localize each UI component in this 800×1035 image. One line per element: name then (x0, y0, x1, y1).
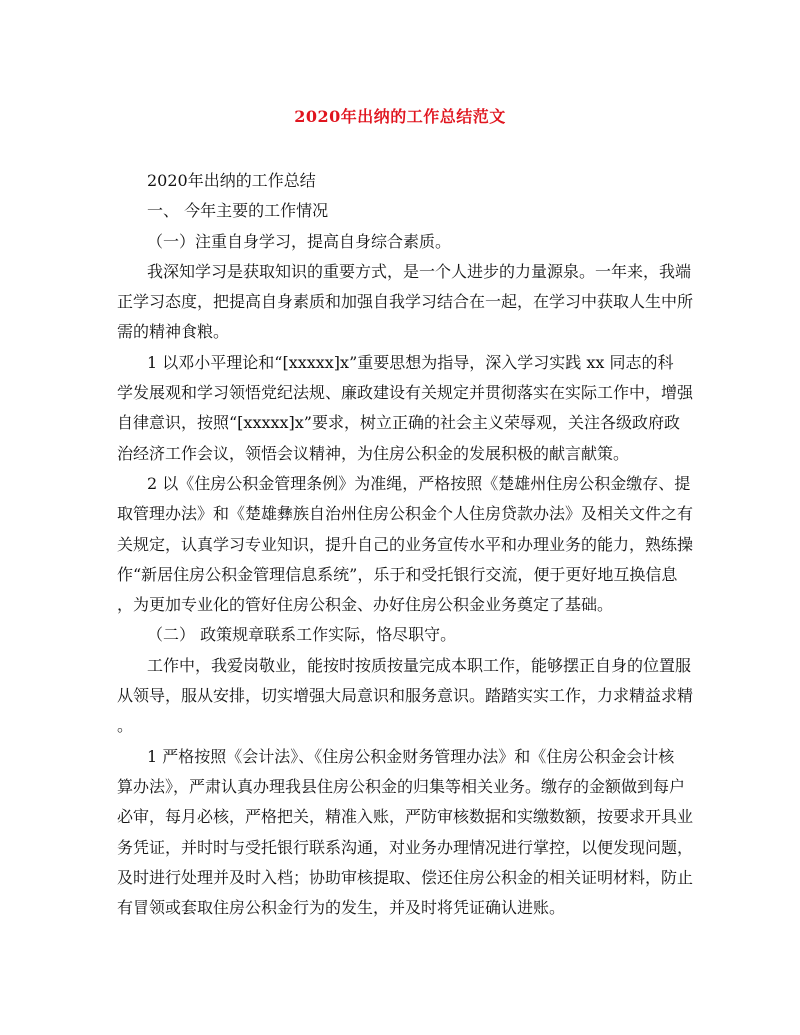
section-heading: 一、 今年主要的工作情况 (147, 201, 329, 221)
paragraph-line: 需的精神食粮。 (117, 322, 230, 342)
paragraph-line: 2 以《住房公积金管理条例》为准绳，严格按照《楚雄州住房公积金缴存、提 (147, 473, 691, 493)
paragraph-line: 自律意识，按照“[xxxxx]x”要求，树立正确的社会主义荣辱观，关注各级政府政 (117, 413, 680, 433)
paragraph-line: 学发展观和学习领悟党纪法规、廉政建设有关规定并贯彻落实在实际工作中，增强 (117, 383, 694, 403)
paragraph-line: 作“新居住房公积金管理信息系统”，乐于和受托银行交流，便于更好地互换信息 (117, 564, 678, 584)
paragraph-line: 1 以邓小平理论和“[xxxxx]x”重要思想为指导，深入学习实践 xx 同志的科 (147, 352, 674, 372)
paragraph-line: 正学习态度，把提高自身素质和加强自我学习结合在一起，在学习中获取人生中所 (117, 292, 694, 312)
paragraph-line: 治经济工作会议，领悟会议精神，为住房公积金的发展积极的献言献策。 (117, 443, 630, 463)
paragraph-line: 务凭证，并时时与受托银行联系沟通，对业务办理情况进行掌控，以便发现问题， (117, 837, 694, 857)
subsection-heading: （二） 政策规章联系工作实际，恪尽职守。 (147, 625, 457, 645)
paragraph-line: ，为更加专业化的管好住房公积金、办好住房公积金业务奠定了基础。 (117, 595, 614, 615)
paragraph-line: 工作中，我爱岗敬业，能按时按质按量完成本职工作，能够摆正自身的位置服 (147, 655, 692, 675)
paragraph-line: 。 (117, 716, 134, 736)
paragraph-line: 从领导，服从安排，切实增强大局意识和服务意识。踏踏实实工作，力求精益求精 (117, 686, 694, 706)
paragraph-line: 1 严格按照《会计法》、《住房公积金财务管理办法》和《住房公积金会计核 (147, 746, 675, 766)
document-title: 2020年出纳的工作总结范文 (294, 107, 506, 126)
document-body (117, 166, 694, 923)
paragraph-line: 算办法》，严肃认真办理我县住房公积金的归集等相关业务。缴存的金额做到每户 (117, 776, 686, 796)
paragraph-line: 必审，每月必核，严格把关，精准入账，严防审核数据和实缴数额，按要求开具业 (117, 807, 694, 827)
paragraph-line: 取管理办法》和《楚雄彝族自治州住房公积金个人住房贷款办法》及相关文件之有 (117, 504, 694, 524)
paragraph-line: 及时进行处理并及时入档；协助审核提取、偿还住房公积金的相关证明材料，防止 (117, 867, 694, 887)
subsection-heading: （一）注重自身学习，提高自身综合素质。 (147, 231, 452, 251)
paragraph-line: 有冒领或套取住房公积金行为的发生，并及时将凭证确认进账。 (117, 898, 566, 918)
section-heading: 2020年出纳的工作总结 (147, 171, 316, 190)
paragraph-line: 关规定，认真学习专业知识，提升自己的业务宣传水平和办理业务的能力，熟练操 (117, 534, 694, 554)
paragraph-line: 我深知学习是获取知识的重要方式，是一个人进步的力量源泉。一年来，我端 (147, 261, 692, 281)
